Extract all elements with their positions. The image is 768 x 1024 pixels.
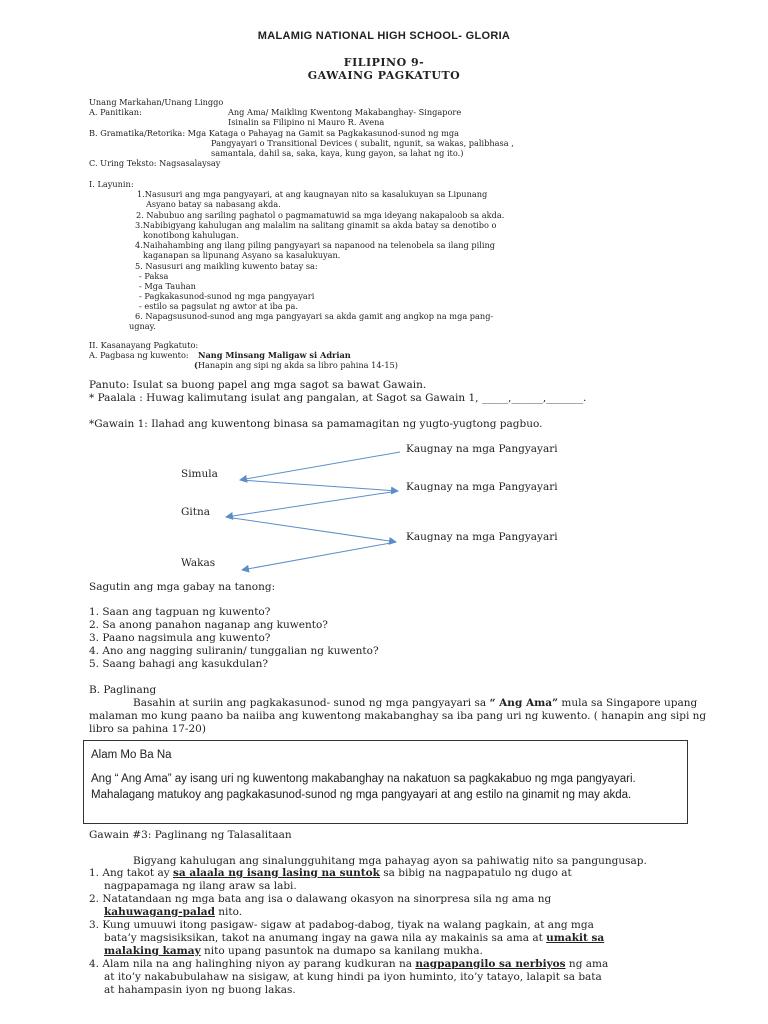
kaugnay-label: Kaugnay na mga Pangyayari (406, 481, 558, 493)
underlined-phrase: sa alaala ng isang lasing na suntok (173, 867, 380, 879)
worksheet-subject: FILIPINO 9- (343, 56, 425, 69)
layunin-line: - Pagkakasunod-sunod ng mga pangyayari (139, 291, 315, 301)
note-paren: ( (194, 360, 198, 370)
layunin-line: Asyano batay sa nabasang akda. (146, 199, 281, 209)
kasanayan-heading: II. Kasanayang Pagkatuto: (89, 340, 199, 350)
panitikan-label: A. Panitikan: (89, 107, 142, 117)
gitna-label: Gitna (181, 506, 210, 518)
gabay-question: 1. Saan ang tagpuan ng kuwento? (89, 606, 271, 618)
alam-heading: Alam Mo Ba Na (91, 749, 172, 761)
paglinang-paragraph: Basahin at suriin ang pagkakasunod- sunod ng mga pangyayari sa “ Ang Ama” mula sa Singapore upang (133, 697, 698, 709)
vocab-item-2: 2. Natatandaan ng mga bata ang isa o dalawang okasyon na sinorpresa sila ng ama ng (89, 893, 552, 905)
vocab-item-4-cont: at ito’y nakabubulahaw na sisigaw, at kung hindi pa iyon huminto, ito’y tatayo, lalapit sa bata (104, 971, 602, 983)
vocab-item-2-cont: kahuwagang-palad nito. (104, 906, 243, 918)
panitikan-value: Ang Ama/ Maikling Kwentong Makabanghay- Singapore (228, 107, 462, 117)
gramatika-line: samantala, dahil sa, saka, kaya, kung gayon, sa lahat ng ito.) (211, 148, 464, 158)
underlined-phrase: malaking kamay (104, 945, 201, 957)
kaugnay-label: Kaugnay na mga Pangyayari (406, 443, 558, 455)
gabay-question: 4. Ano ang nagging suliranin/ tunggalian ng kuwento? (89, 645, 379, 657)
worksheet-title: GAWAING PAGKATUTO (307, 69, 461, 82)
layunin-line: 2. Nabubuo ang sariling paghatol o pagmamatuwid sa mga ideyang nakapaloob sa akda. (136, 210, 505, 220)
kaugnay-label: Kaugnay na mga Pangyayari (406, 531, 558, 543)
gramatika-line: B. Gramatika/Retorika: Mga Kataga o Pahayag na Gamit sa Pagkakasunod-sunod ng mga (89, 128, 460, 138)
vocab-item-3: 3. Kung umuuwi itong pasigaw- sigaw at padabog-dabog, tiyak na walang pagkain, at ang mga (89, 919, 594, 931)
alam-mo-ba-box (83, 740, 688, 824)
layunin-line: ugnay. (129, 321, 156, 331)
paglinang-paragraph-line: libro sa pahina 17-20) (89, 723, 206, 735)
uring-teksto: C. Uring Teksto: Nagsasalaysay (89, 158, 221, 168)
gabay-heading: Sagutin ang mga gabay na tanong: (89, 581, 276, 593)
story-flow-diagram (170, 440, 590, 580)
flow-arrow (226, 491, 398, 517)
layunin-line: 1.Nasusuri ang mga pangyayari, at ang kaugnayan nito sa kasalukuyan sa Lipunang (137, 189, 488, 199)
school-name: MALAMIG NATIONAL HIGH SCHOOL- GLORIA (257, 30, 511, 42)
underlined-phrase: nagpapangilo sa nerbiyos (415, 958, 566, 970)
vocab-item-1-cont: nagpapamaga ng ilang araw sa labi. (104, 880, 297, 892)
layunin-line: 5. Nasusuri ang maikling kuwento batay sa: (135, 261, 318, 271)
layunin-line: kaganapan sa lipunang Asyano sa kasalukuyan. (143, 250, 341, 260)
quarter-label: Unang Markahan/Unang Linggo (89, 97, 224, 107)
gramatika-line: Pangyayari o Transitional Devices ( subalit, ngunit, sa wakas, palibhasa , (211, 138, 514, 148)
story-title: Nang Minsang Maligaw si Adrian (198, 350, 351, 360)
vocab-item-1: 1. Ang takot ay sa alaala ng isang lasing na suntok sa bibig na nagpapatulo ng dugo at (89, 867, 572, 879)
gawain1-instruction: *Gawain 1: Ilahad ang kuwentong binasa sa pamamagitan ng yugto-yugtong pagbuo. (89, 418, 543, 430)
panitikan-translator: Isinalin sa Filipino ni Mauro R. Avena (228, 117, 385, 127)
gabay-question: 5. Saang bahagi ang kasukdulan? (89, 658, 269, 670)
panuto-line: Panuto: Isulat sa buong papel ang mga sagot sa bawat Gawain. (89, 379, 427, 391)
underlined-phrase: umakit sa (546, 932, 605, 944)
gabay-question: 2. Sa anong panahon naganap ang kuwento? (89, 619, 328, 631)
gawain3-heading: Gawain #3: Paglinang ng Talasalitaan (89, 829, 292, 841)
vocab-item-3-cont: bata’y magsisiksikan, takot na anumang ingay na gawa nila ay makainis sa ama at umakit sa (104, 932, 605, 944)
pagbasa-label: A. Pagbasa ng kuwento: (89, 350, 189, 360)
paalala-line: * Paalala : Huwag kalimutang isulat ang pangalan, at Sagot sa Gawain 1, _____,______,_______. (89, 392, 587, 404)
wakas-label: Wakas (181, 557, 216, 569)
flow-arrow (240, 452, 400, 480)
flow-arrow (240, 480, 398, 491)
alam-body: Ang “ Ang Ama” ay isang uri ng kuwentong makabanghay na nakatuon sa pagkakabuo ng mga pangyayari. Mahalagang matukoy ang pagkakasunod-sunod ng mga pangyayari at ang estilo na ginamit ng may akda. (91, 773, 636, 801)
layunin-line: 3.Nabibigyang kahulugan ang malalim na salitang ginamit sa akda batay sa denotibo o (135, 220, 497, 230)
vocab-item-3-cont: malaking kamay nito upang pasuntok na dumapo sa kanilang mukha. (104, 945, 483, 957)
story-note: Hanapin ang sipi ng akda sa libro pahina 14-15) (197, 360, 398, 370)
layunin-line: - Paksa (139, 271, 169, 281)
paglinang-paragraph-line: malaman mo kung paano ba naiiba ang kuwentong makabanghay sa iba pang uri ng kuwento. ( hanapin ang sipi ng (89, 710, 707, 722)
gabay-question: 3. Paano nagsimula ang kuwento? (89, 632, 271, 644)
flow-arrow (226, 517, 396, 542)
layunin-line: - estilo sa pagsulat ng awtor at iba pa. (139, 301, 298, 311)
layunin-line: 4.Naihahambing ang ilang piling pangyayari sa napanood na telenobela sa ilang piling (135, 240, 495, 250)
paglinang-heading: B. Paglinang (89, 684, 157, 696)
layunin-line: 6. Napagsusunod-sunod ang mga pangyayari sa akda gamit ang angkop na mga pang- (135, 311, 494, 321)
layunin-line: konotibong kahulugan. (143, 230, 239, 240)
vocab-item-4: 4. Alam nila na ang halinghing niyon ay parang kudkuran na nagpapangilo sa nerbiyos ng ama (89, 958, 609, 970)
underlined-phrase: kahuwagang-palad (104, 906, 215, 918)
layunin-line: - Mga Tauhan (139, 281, 196, 291)
vocab-item-4-cont: at hahampasin iyon ng buong lakas. (104, 984, 296, 996)
simula-label: Simula (181, 468, 218, 480)
layunin-heading: I. Layunin: (89, 179, 134, 189)
gawain3-instruction: Bigyang kahulugan ang sinalungguhitang mga pahayag ayon sa pahiwatig nito sa pangungusap. (133, 855, 647, 867)
flow-arrow (242, 542, 396, 570)
